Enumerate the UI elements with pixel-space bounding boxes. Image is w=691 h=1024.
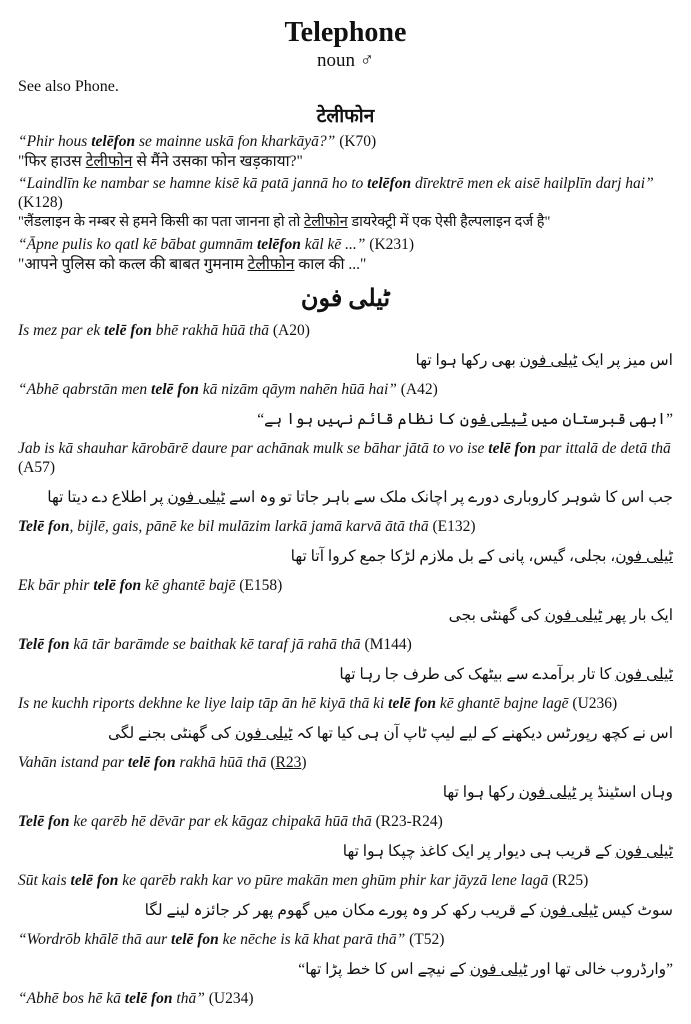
headword: Telephone [284,17,407,48]
transliteration: Sūt kais telē fon ke qarēb rakh kar vo pūre makān men ghūm phir kar jāyzā lene lagā (R25) [18,872,589,889]
urdu-line: ٹیلی فون، بجلی، گیس، پانی کے بل ملازم لڑکا جمع کروا آتا تھا [290,548,673,565]
transliteration: “Laindlīn ke nambar se hamne kisē kā patā jannā ho to telēfon dīrektrē men ek aisē hailplīn darj hai” (K128) [18,175,654,211]
urdu-line: اس میز پر ایک ٹیلی فون بھی رکھا ہوا تھا [415,352,673,369]
urdu-example [18,753,673,804]
urdu-example [18,930,673,981]
urdu-line: ”وارڈروب خالی تھا اور ٹیلی فون کے نیچے اس کا خط پڑا تھا“ [298,961,673,978]
transliteration: “Abhē bos hē kā telē fon thā” (U234) [18,990,254,1007]
devanagari-line: "फिर हाउस टेलीफोन से मैंने उसका फोन खड़काया?" [18,153,303,170]
transliteration: Jab is kā shauhar kārobārē daure par achānak mulk se bāhar jātā to vo ise telē fon par ittalā de detā thā (A57) [18,440,671,476]
transliteration: “Wordrōb khālē thā aur telē fon ke nēche is kā khat parā thā” (T52) [18,931,445,948]
urdu-line: ”ابھی قبرستان میں ٹیلی فون کا نظام قائم نہیں ہوا ہے“ [257,411,673,428]
transliteration: Vahān istand par telē fon rakhā hūā thā (R23) [18,754,307,771]
urdu-example [18,694,673,745]
urdu-line: ٹیلی فون کا تار برآمدے سے بیٹھک کی طرف جا رہا تھا [339,666,673,683]
urdu-example [18,871,673,922]
hindi-example [18,174,673,233]
urdu-line: سوٹ کیس ٹیلی فون کے قریب رکھ کر وہ پورے مکان میں گھوم پھر کر جائزہ لینے لگا [144,902,673,919]
urdu-example [18,576,673,627]
urdu-section-heading: ٹیلی فون [300,286,391,312]
urdu-line: ٹیلی فون کے قریب ہی دیوار پر ایک کاغذ چپکا ہوا تھا [342,843,673,860]
urdu-line: ایک بار پھر ٹیلی فون کی گھنٹی بجی [448,607,673,624]
transliteration: Telē fon, bijlē, gais, pānē ke bil mulāzim larkā jamā karvā ātā thā (E132) [18,518,476,535]
transliteration: Telē fon ke qarēb hē dēvār par ek kāgaz chipakā hūā thā (R23-R24) [18,813,443,830]
devanagari-line: "लैंडलाइन के नम्बर से हमने किसी का पता जानना हो तो टेलीफोन डायरेक्ट्री में एक ऐसी हैल्पलाइन दर्ज है" [18,214,551,230]
transliteration: Is mez par ek telē fon bhē rakhā hūā thā (A20) [18,322,310,339]
hindi-example [18,132,673,172]
transliteration: Is ne kuchh riports dekhne ke liye laip tāp ān hē kiyā thā ki telē fon kē ghantē bajne lagē (U236) [18,695,618,712]
transliteration: “Phir hous telēfon se mainne uskā fon kharkāyā?” (K70) [18,133,377,150]
urdu-example [18,812,673,863]
urdu-line: اس نے کچھ رپورٹس دیکھنے کے لیے لیپ ٹاپ آن ہی کیا تھا کہ ٹیلی فون کی گھنٹی بجنے لگی [107,725,673,742]
hindi-section-heading: टेलीफोन [316,106,375,127]
transliteration: “Āpne pulis ko qatl kē bābat gumnām telēfon kāl kē ...” (K231) [18,236,415,253]
urdu-example [18,439,673,509]
urdu-example [18,517,673,568]
urdu-example [18,635,673,686]
part-of-speech: noun ♂ [317,50,374,71]
urdu-example [18,380,673,431]
transliteration: “Abhē qabrstān men telē fon kā nizām qāym nahēn hūā hai” (A42) [18,381,438,398]
urdu-example [18,989,673,1008]
hindi-example [18,235,673,275]
transliteration: Telē fon kā tār barāmde se baithak kē taraf jā rahā thā (M144) [18,636,412,653]
see-also: See also Phone. [18,78,119,95]
urdu-line: جب اس کا شوہر کاروباری دورے پر اچانک ملک سے باہر جاتا تو وہ اسے ٹیلی فون پر اطلاع دے دیتا تھا [47,489,673,506]
urdu-example [18,321,673,372]
transliteration: Ek bār phir telē fon kē ghantē bajē (E158) [18,577,283,594]
urdu-line: وہاں اسٹینڈ پر ٹیلی فون رکھا ہوا تھا [442,784,673,801]
devanagari-line: "आपने पुलिस को कत्ल की बाबत गुमनाम टेलीफोन काल की ..." [18,256,367,273]
